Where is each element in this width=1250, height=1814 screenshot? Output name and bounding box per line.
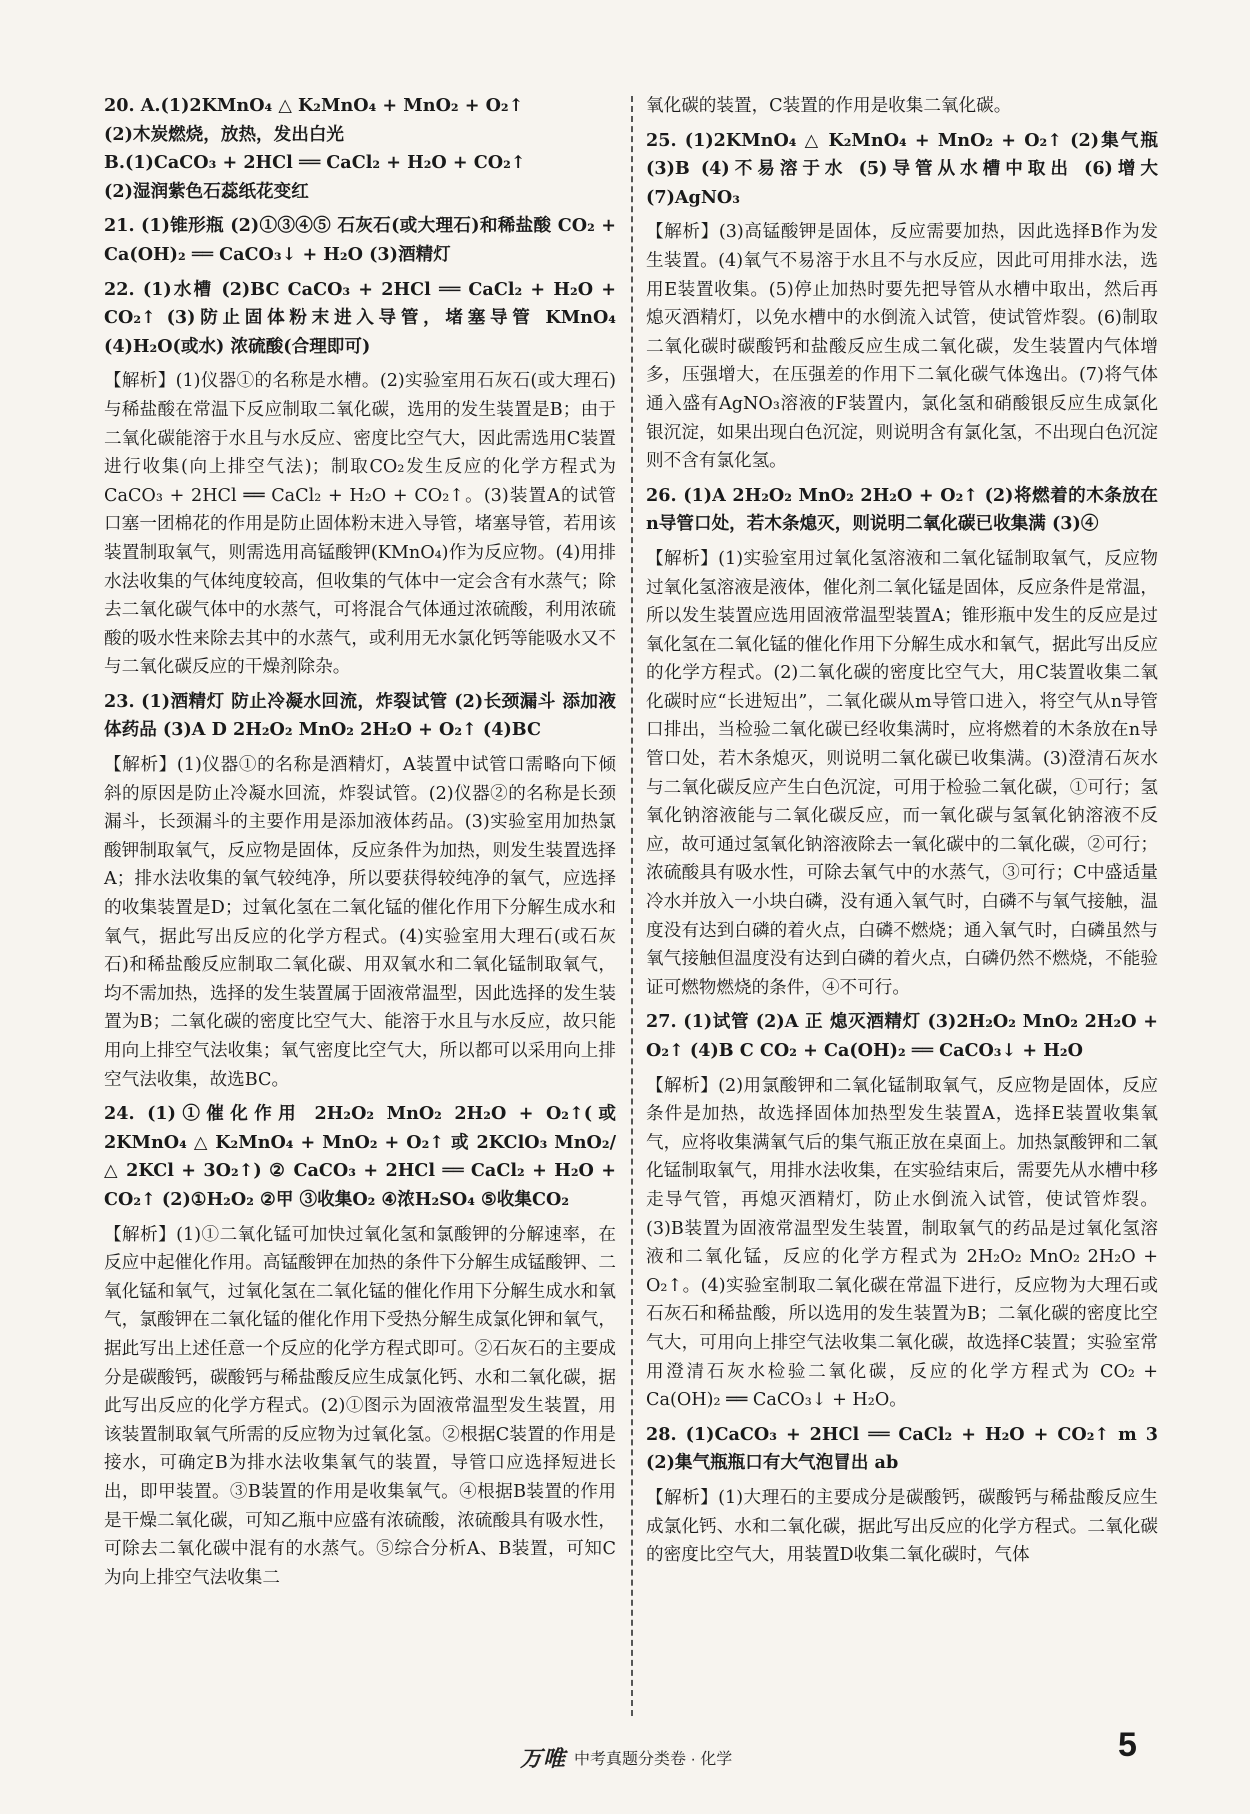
column-divider <box>631 96 633 1716</box>
page-footer <box>520 1742 732 1773</box>
answer-line: 21. (1)锥形瓶 (2)①③④⑤ 石灰石(或大理石)和稀盐酸 CO₂ + Ca(OH)₂ ══ CaCO₃↓ + H₂O (3)酒精灯 <box>104 215 616 265</box>
answer-line: 27. (1)试管 (2)A 正 熄灭酒精灯 (3)2H₂O₂ MnO₂ 2H₂O + O₂↑ (4)B C CO₂ + Ca(OH)₂ ══ CaCO₃↓ + H₂O <box>646 1011 1158 1061</box>
answer-line: 24. (1)①催化作用 2H₂O₂ MnO₂ 2H₂O + O₂↑(或 2KMnO₄ △ K₂MnO₄ + MnO₂ + O₂↑ 或 2KClO₃ MnO₂/△ 2KCl + 3O₂↑) ② CaCO₃ + 2HCl ══ CaCl₂ + H₂O + CO₂↑ (2)①H₂O₂ ②甲 ③收集O₂ ④浓H₂SO₄ ⑤收集CO₂ <box>104 1103 616 1210</box>
answer-block <box>646 1421 1158 1478</box>
answer-block <box>646 127 1158 213</box>
answer-block <box>104 92 616 206</box>
answer-block <box>646 1008 1158 1065</box>
left-column <box>104 92 616 1598</box>
explanation-block: 【解析】(1)仪器①的名称是水槽。(2)实验室用石灰石(或大理石)与稀盐酸在常温下反应制取二氧化碳，选用的发生装置是B；由于二氧化碳能溶于水且与水反应、密度比空气大，因此需选用C装置进行收集(向上排空气法)；制取CO₂发生反应的化学方程式为 CaCO₃ + 2HCl ══ CaCl₂ + H₂O + CO₂↑。(3)装置A的试管口塞一团棉花的作用是防止固体粉末进入导管，堵塞导管，若用该装置制取氧气，则需选用高锰酸钾(KMnO₄)作为反应物。(4)用排水法收集的气体纯度较高，但收集的气体中一定会含有水蒸气；除去二氧化碳气体中的水蒸气，可将混合气体通过浓硫酸，利用浓硫酸的吸水性来除去其中的水蒸气，或利用无水氯化钙等能吸水又不与二氧化碳反应的干燥剂除杂。 <box>104 371 616 678</box>
answer-block <box>104 1100 616 1214</box>
explanation-block: 【解析】(2)用氯酸钾和二氧化锰制取氧气，反应物是固体，反应条件是加热，故选择固体加热型发生装置A，选择E装置收集氧气，应将收集满氧气后的集气瓶正放在桌面上。加热氯酸钾和二氧化锰制取氧气，用排水法收集，在实验结束后，需要先从水槽中移走导气管，再熄灭酒精灯，防止水倒流入试管，使试管炸裂。(3)B装置为固液常温型发生装置，制取氧气的药品是过氧化氢溶液和二氧化锰，反应的化学方程式为 2H₂O₂ MnO₂ 2H₂O + O₂↑。(4)实验室制取二氧化碳在常温下进行，反应物为大理石或石灰石和稀盐酸，所以选用的发生装置为B；二氧化碳的密度比空气大，可用向上排空气法收集二氧化碳，故选择C装置；实验室常用澄清石灰水检验二氧化碳，反应的化学方程式为 CO₂ + Ca(OH)₂ ══ CaCO₃↓ + H₂O。 <box>646 1075 1158 1411</box>
answer-block <box>104 688 616 745</box>
explanation-block: 氧化碳的装置，C装置的作用是收集二氧化碳。 <box>646 96 1012 116</box>
answer-line: B.(1)CaCO₃ + 2HCl ══ CaCl₂ + H₂O + CO₂↑ <box>104 152 526 174</box>
answer-line: 28. (1)CaCO₃ + 2HCl ══ CaCl₂ + H₂O + CO₂↑ m 3 (2)集气瓶瓶口有大气泡冒出 ab <box>646 1423 1158 1474</box>
spacer <box>646 1570 1158 1576</box>
answer-block <box>646 482 1158 539</box>
answer-line: 23. (1)酒精灯 防止冷凝水回流，炸裂试管 (2)长颈漏斗 添加液体药品 (3)A D 2H₂O₂ MnO₂ 2H₂O + O₂↑ (4)BC <box>104 690 616 741</box>
page-number: 5 <box>1118 1726 1137 1764</box>
explanation-block: 【解析】(1)①二氧化锰可加快过氧化氢和氯酸钾的分解速率，在反应中起催化作用。高锰酸钾在加热的条件下分解生成锰酸钾、二氧化锰和氧气，过氧化氢在二氧化锰的催化作用下分解生成水和氧气，氯酸钾在二氧化锰的催化作用下受热分解生成氯化钾和氧气，据此写出上述任意一个反应的化学方程式即可。②石灰石的主要成分是碳酸钙，碳酸钙与稀盐酸反应生成氯化钙、水和二氧化碳，据此写出反应的化学方程式。(2)①图示为固液常温型发生装置，用该装置制取氧气所需的反应物为过氧化氢。②根据C装置的作用是接水，可确定B为排水法收集氧气的装置，导管口应选择短进长出，即甲装置。③B装置的作用是收集氧气。④根据B装置的作用是干燥二氧化碳，可知乙瓶中应盛有浓硫酸，浓硫酸具有吸水性，可除去二氧化碳中混有的水蒸气。⑤综合分析A、B装置，可知C为向上排空气法收集二 <box>104 1224 616 1588</box>
answer-line: (2)湿润紫色石蕊纸花变红 <box>104 180 309 202</box>
brand-logo: 万唯 <box>520 1747 567 1772</box>
answer-line: 25. (1)2KMnO₄ △ K₂MnO₄ + MnO₂ + O₂↑ (2)集气瓶 (3)B (4)不易溶于水 (5)导管从水槽中取出 (6)增大 (7)AgNO₃ <box>646 129 1158 208</box>
answer-block <box>104 276 616 362</box>
explanation-block: 【解析】(3)高锰酸钾是固体，反应需要加热，因此选择B作为发生装置。(4)氧气不易溶于水且不与水反应，因此可用排水法，选用E装置收集。(5)停止加热时要先把导管从水槽中取出，然后再熄灭酒精灯，以免水槽中的水倒流入试管，使试管炸裂。(6)制取二氧化碳时碳酸钙和盐酸反应生成二氧化碳，发生装置内气体增多，压强增大，在压强差的作用下二氧化碳气体逸出。(7)将气体通入盛有AgNO₃溶液的F装置内，氯化氢和硝酸银反应生成氯化银沉淀，如果出现白色沉淀，则说明含有氯化氢，不出现白色沉淀则不含有氯化氢。 <box>646 222 1158 472</box>
explanation-block: 【解析】(1)大理石的主要成分是碳酸钙，碳酸钙与稀盐酸反应生成氯化钙、水和二氧化碳，据此写出反应的化学方程式。二氧化碳的密度比空气大，用装置D收集二氧化碳时，气体 <box>646 1487 1158 1566</box>
book-title: 中考真题分类卷 · 化学 <box>574 1751 733 1768</box>
explanation-block: 【解析】(1)实验室用过氧化氢溶液和二氧化锰制取氧气，反应物过氧化氢溶液是液体，催化剂二氧化锰是固体，反应条件是常温，所以发生装置应选用固液常温型装置A；锥形瓶中发生的反应是过氧化氢在二氧化锰的催化作用下分解生成水和氧气，据此写出反应的化学方程式。(2)二氧化碳的密度比空气大，用C装置收集二氧化碳时应“长进短出”，二氧化碳从m导管口进入，将空气从n导管口排出，当检验二氧化碳已经收集满时，应将燃着的木条放在n导管口处，若木条熄灭，则说明二氧化碳已收集满。(3)澄清石灰水与二氧化碳反应产生白色沉淀，可用于检验二氧化碳，①可行；氢氧化钠溶液能与二氧化碳反应，而一氧化碳与氢氧化钠溶液不反应，故可通过氢氧化钠溶液除去一氧化碳中的二氧化碳，②可行；浓硫酸具有吸水性，可除去氧气中的水蒸气，③可行；C中盛适量冷水并放入一小块白磷，没有通入氧气时，白磷不与氧气接触，温度没有达到白磷的着火点，白磷不燃烧；通入氧气时，白磷虽然与氧气接触但温度没有达到白磷的着火点，白磷仍然不燃烧，不能验证可燃物燃烧的条件，④不可行。 <box>646 548 1158 998</box>
answer-line: (2)木炭燃烧，放热，发出白光 <box>104 123 345 145</box>
answer-line: 26. (1)A 2H₂O₂ MnO₂ 2H₂O + O₂↑ (2)将燃着的木条放在n导管口处，若木条熄灭，则说明二氧化碳已收集满 (3)④ <box>646 484 1158 535</box>
right-column <box>646 92 1158 1576</box>
answer-block <box>104 212 616 269</box>
spacer <box>104 1592 616 1598</box>
answer-line: 20. A.(1)2KMnO₄ △ K₂MnO₄ + MnO₂ + O₂↑ <box>104 95 524 116</box>
explanation-block: 【解析】(1)仪器①的名称是酒精灯，A装置中试管口需略向下倾斜的原因是防止冷凝水回流，炸裂试管。(2)仪器②的名称是长颈漏斗，长颈漏斗的主要作用是添加液体药品。(3)实验室用加热氯酸钾制取氧气，反应物是固体，反应条件为加热，则发生装置选择A；排水法收集的氧气较纯净，所以要获得较纯净的氧气，应选择的收集装置是D；过氧化氢在二氧化锰的催化作用下分解生成水和氧气，据此写出反应的化学方程式。(4)实验室用大理石(或石灰石)和稀盐酸反应制取二氧化碳、用双氧水和二氧化锰制取氧气，均不需加热，选择的发生装置属于固液常温型，因此选择的发生装置为B；二氧化碳的密度比空气大、能溶于水且与水反应，故只能用向上排空气法收集；氧气密度比空气大，所以都可以采用向上排空气法收集，故选BC。 <box>104 755 616 1090</box>
answer-line: 22. (1)水槽 (2)BC CaCO₃ + 2HCl ══ CaCl₂ + H₂O + CO₂↑ (3)防止固体粉末进入导管，堵塞导管 KMnO₄ (4)H₂O(或水) 浓硫酸(合理即可) <box>104 278 616 357</box>
